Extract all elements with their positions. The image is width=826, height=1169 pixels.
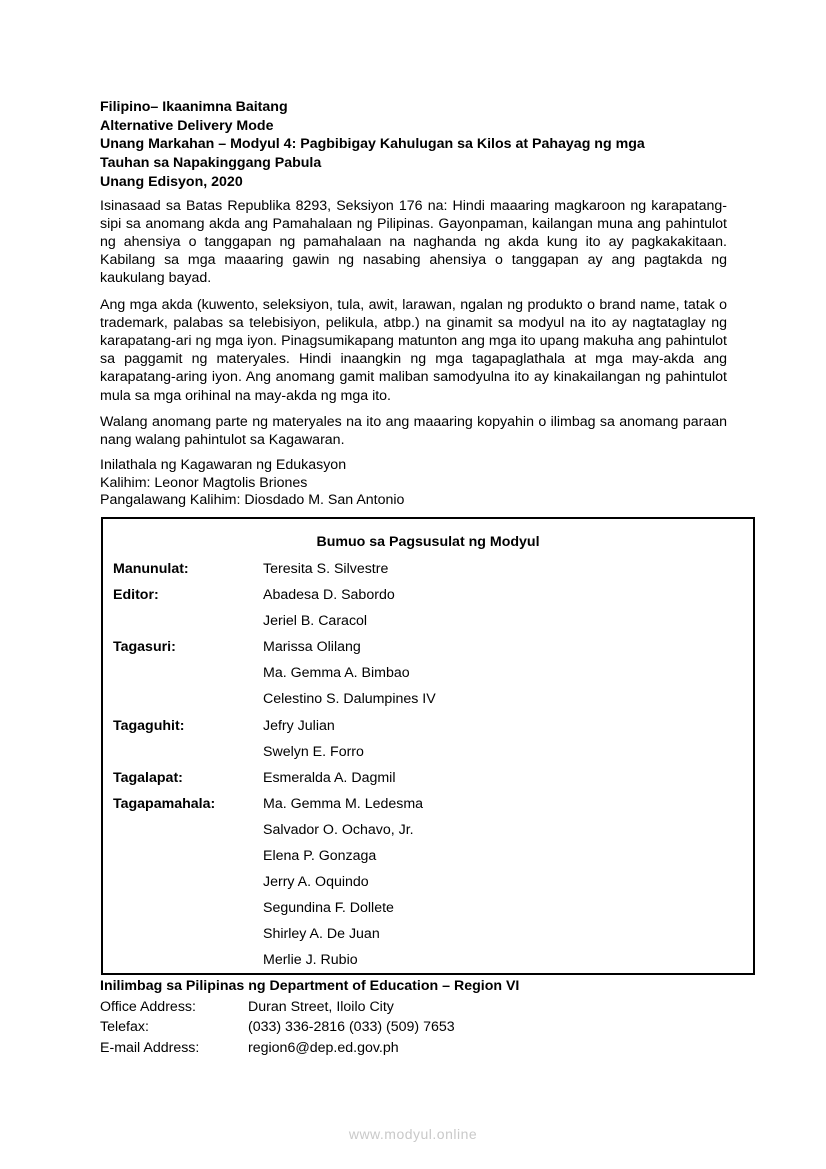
reproduction-paragraph: Walang anomang parte ng materyales na ito ang maaaring kopyahin o ilimbag sa anomang paraan nang walang pahintulot sa Kagawaran.: [100, 413, 727, 448]
role-label: Editor:: [113, 587, 159, 604]
telefax-label: Telefax:: [100, 1019, 149, 1035]
role-label: [113, 899, 263, 925]
printing-info: [100, 976, 519, 1058]
module-header: [100, 98, 727, 192]
undersecretary-line: Pangalawang Kalihim: Diosdado M. San Antonio: [100, 492, 405, 509]
module-title-cont: Tauhan sa Napakinggang Pabula: [100, 154, 322, 171]
box-title: Bumuo sa Pagsusulat ng Modyul: [316, 534, 540, 550]
module-team-box: [101, 517, 755, 975]
role-label: [113, 743, 263, 769]
member-name: Celestino S. Dalumpines IV: [263, 691, 436, 708]
role-label: [113, 925, 263, 951]
copyright-paragraph: Isinasaad sa Batas Republika 8293, Seksiyon 176 na: Hindi maaaring magkaroon ng karapatang-sipi sa anomang akda ang Pamahalaan ng Pilipinas. Gayonpaman, kailangan muna ang pahintulot ng ahensiya o tanggapan ng pamahalaan na naghanda ng akda kung ito ay pagkakakitaan. Kabilang sa mga maaaring gawin ng nasabing ahensiya o tanggapan ay ang pagtakda ng kaukulang bayad.: [100, 197, 727, 287]
subject-grade: Filipino– Ikaanimna Baitang: [100, 99, 288, 115]
role-label: Tagalapat:: [113, 769, 183, 786]
team-row: [113, 560, 436, 586]
team-row: [113, 925, 436, 951]
email-label: E-mail Address:: [100, 1039, 200, 1056]
team-roster: [113, 560, 436, 978]
publisher-block: [100, 457, 727, 510]
member-name: Segundina F. Dollete: [263, 900, 394, 917]
telefax-value: (033) 336-2816 (033) (509) 7653: [248, 1019, 455, 1035]
role-label: [113, 951, 263, 977]
member-name: Ma. Gemma A. Bimbao: [263, 665, 410, 682]
team-row: [113, 664, 436, 690]
role-label: Tagapamahala:: [113, 795, 216, 812]
printed-by: Inilimbag sa Pilipinas ng Department of Education – Region VI: [100, 978, 520, 994]
role-label: [113, 612, 263, 638]
role-label: [113, 821, 263, 847]
member-name: Jerry A. Oquindo: [263, 874, 369, 891]
team-row: [113, 638, 436, 664]
trademark-paragraph: Ang mga akda (kuwento, seleksiyon, tula, awit, larawan, ngalan ng produkto o brand name, tatak o trademark, palabas sa telebisiyon, pelikula, atbp.) na ginamit sa modyul na ito ay nagtataglay ng karapatang-ari ng mga iyon. Pinagsumikapang matunton ang mga ito upang makuha ang pahintulot sa paggamit ng materyales. Hindi inaangkin ng mga tagapaglathala at mga may-akda ang karapatang-aring iyon. Ang anomang gamit maliban samodyulna ito ay kinakailangan ng pahintulot mula sa mga orihinal na may-akda ng mga ito.: [100, 296, 727, 404]
member-name: Salvador O. Ochavo, Jr.: [263, 821, 414, 838]
member-name: Elena P. Gonzaga: [263, 848, 377, 865]
publisher-line: Inilathala ng Kagawaran ng Edukasyon: [100, 457, 347, 474]
email-value: region6@dep.ed.gov.ph: [248, 1039, 399, 1056]
team-row: [113, 795, 436, 821]
member-name: Swelyn E. Forro: [263, 743, 364, 760]
role-label: Tagaguhit:: [113, 717, 185, 734]
role-label: [113, 664, 263, 690]
role-label: [113, 873, 263, 899]
member-name: Shirley A. De Juan: [263, 926, 380, 943]
team-row: [113, 586, 436, 612]
edition: Unang Edisyon, 2020: [100, 174, 243, 190]
member-name: Marissa Olilang: [263, 639, 361, 656]
member-name: Jefry Julian: [263, 717, 335, 734]
watermark-url: www.modyul.online: [348, 1126, 478, 1142]
office-address-label: Office Address:: [100, 998, 196, 1015]
team-row: [113, 847, 436, 873]
team-row: [113, 899, 436, 925]
office-address-value: Duran Street, Iloilo City: [248, 998, 394, 1015]
telefax-row: [100, 1017, 519, 1038]
team-row: [113, 821, 436, 847]
member-name: Ma. Gemma M. Ledesma: [263, 795, 424, 812]
team-row: [113, 743, 436, 769]
module-title: Unang Markahan – Modyul 4: Pagbibigay Kahulugan sa Kilos at Pahayag ng mga: [100, 136, 645, 152]
team-row: [113, 717, 436, 743]
member-name: Teresita S. Silvestre: [263, 561, 389, 577]
role-label: Tagasuri:: [113, 639, 176, 656]
team-row: [113, 769, 436, 795]
role-label: Manunulat:: [113, 561, 189, 577]
member-name: Abadesa D. Sabordo: [263, 587, 395, 604]
team-row: [113, 951, 436, 977]
member-name: Jeriel B. Caracol: [263, 613, 368, 630]
role-label: [113, 847, 263, 873]
member-name: Merlie J. Rubio: [263, 952, 358, 969]
role-label: [113, 690, 263, 716]
copyright-page: [100, 98, 727, 510]
email-row: [100, 1038, 519, 1059]
team-row: [113, 612, 436, 638]
member-name: Esmeralda A. Dagmil: [263, 769, 396, 786]
team-row: [113, 690, 436, 716]
office-address-row: [100, 997, 519, 1018]
team-row: [113, 873, 436, 899]
delivery-mode: Alternative Delivery Mode: [100, 117, 274, 134]
secretary-line: Kalihim: Leonor Magtolis Briones: [100, 474, 308, 491]
